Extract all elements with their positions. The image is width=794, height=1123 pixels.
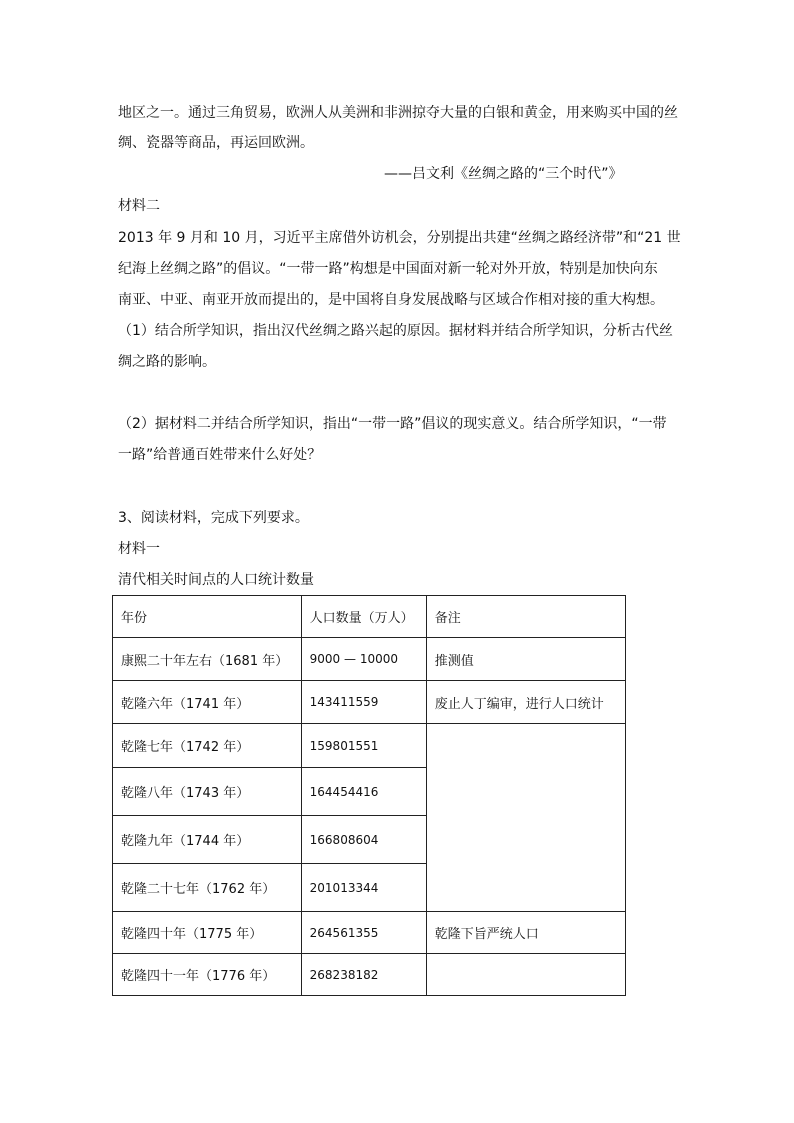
year-cell: 乾隆九年（1744 年） — [113, 816, 302, 864]
note-cell — [426, 954, 625, 996]
population-cell: 159801551 — [301, 724, 426, 768]
population-cell: 143411559 — [301, 681, 426, 724]
note-cell: 推测值 — [426, 638, 625, 681]
table-header-row — [113, 596, 626, 638]
source-citation: ——吕文利《丝绸之路的“三个时代”》 — [384, 166, 623, 182]
paragraph-line: 绸、瓷器等商品，再运回欧洲。 — [118, 135, 314, 151]
year-cell: 乾隆四十一年（1776 年） — [113, 954, 302, 996]
paragraph-line: 地区之一。通过三角贸易，欧洲人从美洲和非洲掠夺大量的白银和黄金，用来购买中国的丝 — [118, 105, 678, 121]
table-row — [113, 954, 626, 996]
table-row — [113, 681, 626, 724]
question-two-line: 一路”给普通百姓带来什么好处？ — [118, 447, 322, 463]
question-one-line: 绸之路的影响。 — [118, 354, 216, 370]
table-caption: 清代相关时间点的人口统计数量 — [118, 572, 314, 588]
paragraph-line: 2013 年 9 月和 10 月，习近平主席借外访机会，分别提出共建“丝绸之路经济带”和“21 世 — [118, 230, 681, 246]
year-cell: 乾隆四十年（1775 年） — [113, 912, 302, 954]
note-cell: 乾隆下旨严统人口 — [426, 912, 625, 954]
year-cell: 乾隆七年（1742 年） — [113, 724, 302, 768]
material-one-heading: 材料一 — [118, 541, 160, 557]
population-cell: 201013344 — [301, 864, 426, 912]
note-cell: 废止人丁编审，进行人口统计 — [426, 681, 625, 724]
header-cell-population: 人口数量（万人） — [301, 596, 426, 638]
table-row — [113, 638, 626, 681]
merged-note-cell — [426, 724, 625, 912]
header-cell-year: 年份 — [113, 596, 302, 638]
paragraph-line: 南亚、中亚、南亚开放而提出的，是中国将自身发展战略与区域合作相对接的重大构想。 — [118, 292, 664, 308]
population-cell: 164454416 — [301, 768, 426, 816]
question-two-line: （2）据材料二并结合所学知识，指出“一带一路”倡议的现实意义。结合所学知识，“一带 — [118, 416, 667, 432]
material-two-heading: 材料二 — [118, 198, 160, 214]
question-one-line: （1）结合所学知识，指出汉代丝绸之路兴起的原因。据材料并结合所学知识，分析古代丝 — [118, 323, 673, 339]
population-cell: 9000 — 10000 — [301, 638, 426, 681]
population-cell: 264561355 — [301, 912, 426, 954]
question-three-heading: 3、阅读材料，完成下列要求。 — [118, 510, 309, 526]
year-cell: 乾隆八年（1743 年） — [113, 768, 302, 816]
year-cell: 乾隆二十七年（1762 年） — [113, 864, 302, 912]
year-cell: 乾隆六年（1741 年） — [113, 681, 302, 724]
population-cell: 268238182 — [301, 954, 426, 996]
population-cell: 166808604 — [301, 816, 426, 864]
table-row — [113, 912, 626, 954]
paragraph-line: 纪海上丝绸之路”的倡议。“一带一路”构想是中国面对新一轮对外开放，特别是加快向东 — [118, 261, 658, 277]
population-table — [112, 595, 626, 996]
year-cell: 康熙二十年左右（1681 年） — [113, 638, 302, 681]
table-row — [113, 724, 626, 768]
header-cell-note: 备注 — [426, 596, 625, 638]
